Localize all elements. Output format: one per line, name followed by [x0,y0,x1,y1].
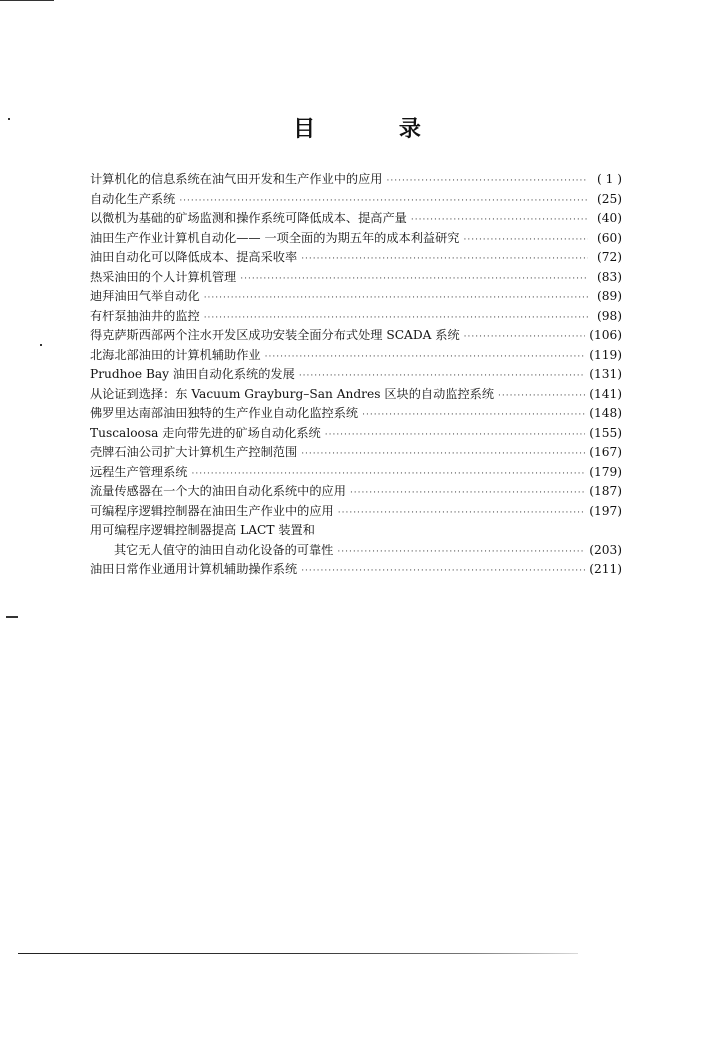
toc-entry [90,541,622,561]
toc-entry [90,502,622,522]
toc-entry [90,307,622,327]
scan-speck [8,118,10,120]
toc-entry [90,404,622,424]
toc-entry-page: (179) [589,464,622,479]
toc-entry-page: (131) [589,367,622,381]
dot-leader [240,270,588,290]
dot-leader [301,250,588,270]
toc-entry-page: ( 1 ) [596,172,622,186]
dot-leader [387,172,589,192]
toc-entry-title: 壳牌石油公司扩大计算机生产控制范围 [90,445,298,459]
toc-entry-title: Prudhoe Bay 油田自动化系统的发展 [90,367,295,381]
toc-entry-page: (187) [589,484,622,498]
toc-entry-title: 得克萨斯西部两个注水开发区成功安装全面分布式处理 SCADA 系统 [90,328,460,342]
toc-entry-page: (83) [596,269,622,284]
toc-entry-page: (106) [589,328,622,342]
toc-entry [90,190,622,210]
dot-leader [350,484,585,504]
toc-entry [90,443,622,463]
toc-entry-title: 计算机化的信息系统在油气田开发和生产作业中的应用 [90,172,383,186]
toc-entry-page: (72) [596,250,622,264]
toc-entry-page: (25) [596,191,622,206]
toc-entry-title: Tuscaloosa 走向带先进的矿场自动化系统 [90,425,321,440]
toc-entry-title: 有杆泵抽油井的监控 [90,308,200,323]
toc-entry-page: (98) [596,308,622,323]
toc-entry [90,170,622,190]
scan-speck [6,616,18,618]
toc-entry [90,463,622,483]
table-of-contents [90,170,622,580]
toc-entry-title: 可编程序逻辑控制器在油田生产作业中的应用 [90,503,334,518]
toc-entry-title: 以微机为基础的矿场监测和操作系统可降低成本、提高产量 [90,211,407,225]
toc-entry [90,482,622,502]
toc-entry-title: 油田生产作业计算机自动化—— 一项全面的为期五年的成本利益研究 [90,230,460,245]
dot-leader [362,406,585,426]
scan-edge-line-bottom [18,953,578,954]
toc-entry-page: (197) [589,503,622,518]
toc-entry [90,248,622,268]
toc-entry-title: 流量传感器在一个大的油田自动化系统中的应用 [90,484,346,498]
toc-entry-page: (148) [589,406,622,420]
toc-entry-title: 用可编程序逻辑控制器提高 LACT 装置和 [90,523,315,537]
toc-entry-title: 北海北部油田的计算机辅助作业 [90,347,261,362]
toc-entry [90,268,622,288]
toc-entry [90,287,622,307]
scan-edge-line-top [0,0,54,1]
toc-entry [90,209,622,229]
toc-entry-page: (203) [589,542,622,557]
toc-entry [90,560,622,580]
toc-entry-page: (141) [589,386,622,401]
dot-leader [498,387,585,407]
toc-entry-title: 油田日常作业通用计算机辅助操作系统 [90,562,298,576]
dot-leader [337,543,585,563]
dot-leader [265,348,586,368]
toc-entry-title: 其它无人值守的油田自动化设备的可靠性 [114,542,334,557]
toc-entry-page: (60) [596,230,622,245]
toc-entry [90,365,622,385]
dot-leader [325,426,585,446]
dot-leader [464,328,586,348]
toc-entry-title: 迪拜油田气举自动化 [90,289,200,303]
toc-entry-page: (211) [589,562,622,576]
toc-entry-page: (167) [589,445,622,459]
toc-entry-title: 自动化生产系统 [90,191,176,206]
toc-entry-title: 油田自动化可以降低成本、提高采收率 [90,250,298,264]
toc-entry [90,346,622,366]
toc-entry [90,424,622,444]
toc-entry [90,385,622,405]
dot-leader [301,445,585,465]
toc-entry-page: (155) [589,425,622,440]
toc-entry-title: 佛罗里达南部油田独特的生产作业自动化监控系统 [90,406,359,420]
toc-entry [90,326,622,346]
dot-leader [338,504,585,524]
scan-speck [40,344,42,346]
toc-entry-title: 远程生产管理系统 [90,464,188,479]
toc-entry-title: 热采油田的个人计算机管理 [90,269,237,284]
toc-entry-page: (89) [596,289,622,303]
toc-entry [90,521,622,541]
toc-entry-page: (119) [589,347,622,362]
page-title: 目 录 [293,117,459,142]
toc-entry-page: (40) [596,211,622,225]
dot-leader [204,289,588,309]
toc-entry [90,229,622,249]
dot-leader [301,562,585,582]
dot-leader [464,231,589,251]
toc-entry-title: 从论证到选择：东 Vacuum Grayburg–San Andres 区块的自动监控系统 [90,386,495,401]
